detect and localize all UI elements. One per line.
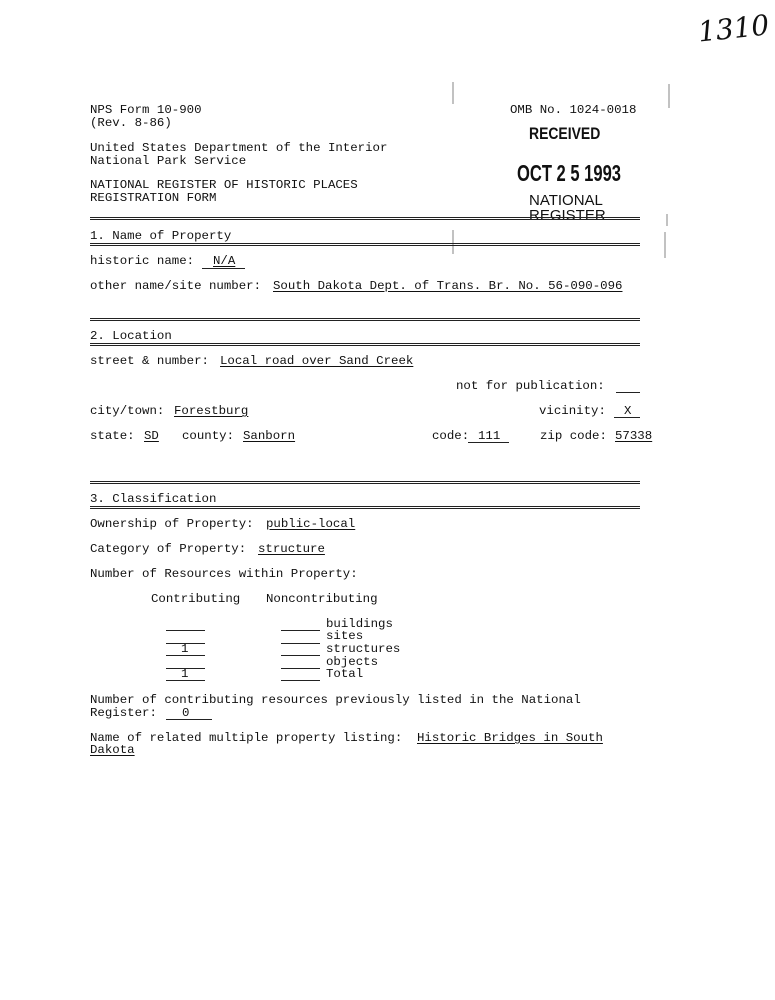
code-blank — [468, 442, 509, 443]
section3-heading: 3. Classification — [90, 492, 217, 506]
noncontributing-blank — [281, 668, 320, 669]
city-label: city/town: — [90, 404, 165, 418]
handwritten-page-number: 1310 — [696, 8, 771, 49]
contributing-count: 1 — [181, 642, 189, 656]
noncontributing-blank — [281, 655, 320, 656]
form-title: REGISTRATION FORM — [90, 191, 217, 205]
county-value: Sanborn — [243, 429, 296, 443]
street-label: street & number: — [90, 354, 209, 368]
contributing-blank — [166, 655, 205, 656]
other-name-value: South Dakota Dept. of Trans. Br. No. 56-090-096 — [273, 279, 623, 293]
resource-label: structures — [326, 642, 401, 656]
section-divider — [90, 243, 640, 246]
scan-speck — [664, 232, 666, 258]
scan-speck — [452, 230, 454, 254]
not-for-publication-label: not for publication: — [456, 379, 605, 393]
city-value: Forestburg — [174, 404, 249, 418]
resource-label: objects — [326, 655, 379, 669]
contributing-blank — [166, 630, 205, 631]
previously-listed-text: Number of contributing resources previously listed in the National — [90, 693, 581, 707]
zip-value: 57338 — [615, 429, 653, 443]
form-revision: (Rev. 8-86) — [90, 116, 172, 130]
vicinity-value: X — [624, 404, 632, 418]
scan-speck — [452, 82, 454, 104]
received-date-stamp: OCT 2 5 1993 — [517, 160, 622, 186]
section-divider — [90, 506, 640, 509]
street-value: Local road over Sand Creek — [220, 354, 414, 368]
contributing-blank — [166, 680, 205, 681]
register-title: NATIONAL REGISTER OF HISTORIC PLACES — [90, 178, 358, 192]
section-divider — [90, 481, 640, 484]
code-value: 111 — [478, 429, 501, 443]
scan-speck — [668, 84, 670, 108]
county-label: county: — [182, 429, 235, 443]
noncontributing-blank — [281, 680, 320, 681]
other-name-label: other name/site number: — [90, 279, 262, 293]
zip-label: zip code: — [540, 429, 607, 443]
omb-number: OMB No. 1024-0018 — [510, 103, 637, 117]
related-listing-label: Name of related multiple property listing: — [90, 731, 403, 745]
related-listing-value: Historic Bridges in South — [417, 731, 603, 745]
scan-speck — [666, 214, 668, 226]
stamp-national: NATIONAL — [529, 192, 603, 209]
related-listing-value-continued: Dakota — [90, 743, 135, 757]
resources-label: Number of Resources within Property: — [90, 567, 358, 581]
category-value: structure — [258, 542, 325, 556]
ownership-label: Ownership of Property: — [90, 517, 254, 531]
received-stamp: RECEIVED — [529, 124, 601, 143]
noncontributing-column-header: Noncontributing — [266, 592, 378, 606]
vicinity-blank — [614, 417, 640, 418]
historic-name-label: historic name: — [90, 254, 195, 268]
service-name: National Park Service — [90, 154, 247, 168]
previously-listed-register-label: Register: — [90, 706, 157, 720]
contributing-count: 1 — [181, 667, 189, 681]
vicinity-label: vicinity: — [539, 404, 606, 418]
state-label: state: — [90, 429, 135, 443]
section-divider — [90, 217, 640, 220]
ownership-value: public-local — [266, 517, 356, 531]
previously-listed-value: 0 — [182, 706, 190, 720]
not-for-publication-blank — [616, 392, 640, 393]
section-divider — [90, 343, 640, 346]
stamp-register: REGISTER — [529, 207, 606, 224]
resource-label: sites — [326, 629, 364, 643]
section-divider — [90, 318, 640, 321]
form-number: NPS Form 10-900 — [90, 103, 202, 117]
category-label: Category of Property: — [90, 542, 247, 556]
contributing-column-header: Contributing — [151, 592, 241, 606]
resource-label: Total — [326, 667, 364, 681]
state-value: SD — [144, 429, 159, 443]
resource-label: buildings — [326, 617, 393, 631]
section1-heading: 1. Name of Property — [90, 229, 232, 243]
code-label: code: — [432, 429, 470, 443]
historic-name-blank — [202, 268, 245, 269]
department-name: United States Department of the Interior — [90, 141, 388, 155]
noncontributing-blank — [281, 643, 320, 644]
section2-heading: 2. Location — [90, 329, 172, 343]
previously-listed-blank — [166, 719, 212, 720]
historic-name-value: N/A — [213, 254, 236, 268]
noncontributing-blank — [281, 630, 320, 631]
